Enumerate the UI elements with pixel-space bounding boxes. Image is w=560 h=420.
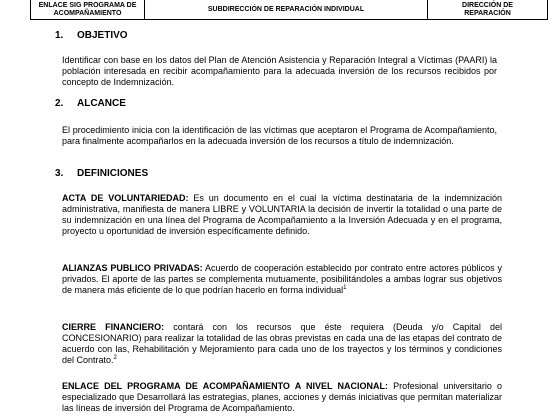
definition-text: Acuerdo de cooperación establecido por contrato entre actores públicos y privados. El aporte de las partes se complementa mutuamente, posibilitándoles a ambas lograr sus objetivos de manera más eficiente de lo que podrían hacerlo en forma individual [62, 263, 502, 295]
section-title: DEFINICIONES [77, 168, 149, 179]
definition-term: ALIANZAS PUBLICO PRIVADAS: [62, 263, 203, 273]
section-number: 2. [55, 98, 64, 109]
definition-text: Profesional universitario o especializado que Desarrollará las estrategias, planes, acciones y demás iniciativas que permitan materializar las líneas de inversión del Programa de Acompañamiento. [62, 381, 502, 413]
definition-enlace-programa [62, 381, 502, 414]
definition-term: CIERRE FINANCIERO: [62, 322, 165, 332]
header-cell-direction-line1: DIRECCIÓN DE [462, 1, 513, 9]
definition-text: Es un documento en el cual la víctima destinataria de la indemnización administrativa, manifiesta de manera LIBRE y VOLUNTARIA la decisión de invertir la totalidad o una parte de su indemnización en una línea del Programa de Acompañamiento a la Inversión Adecuada y en el programa, proyecto u oportunidad de inversión específicamente definido. [62, 193, 502, 236]
section-text-alcance: El procedimiento inicia con la identificación de las víctimas que aceptaron el Programa de Acompañamiento, para finalmente acompañarlos en la adecuada inversión de los recursos a título de indemnización. [62, 125, 497, 146]
section-number: 3. [55, 168, 64, 179]
header-cell-program-link-line2: ACOMPAÑAMIENTO [53, 9, 122, 17]
definition-alianzas-publico-privadas [62, 263, 502, 296]
section-title: OBJETIVO [77, 30, 128, 41]
section-title: ALCANCE [77, 98, 126, 109]
section-number: 1. [55, 30, 64, 41]
header-cell-subdirection: SUBDIRECCIÓN DE REPARACIÓN INDIVIDUAL [145, 0, 428, 20]
footnote-marker: 2 [113, 355, 117, 361]
footnote-marker: 1 [343, 285, 347, 291]
header-cell-direction-line2: REPARACIÓN [464, 9, 511, 17]
definition-acta-voluntariedad [62, 193, 502, 237]
section-heading-alcance [55, 98, 126, 109]
header-cell-program-link-line1: ENLACE SIG PROGRAMA DE [38, 1, 137, 9]
definition-cierre-financiero [62, 322, 502, 366]
definition-term: ACTA DE VOLUNTARIEDAD: [62, 193, 189, 203]
definition-text: contará con los recursos que éste requiera (Deuda y/o Capital del CONCESIONARIO) para realizar la totalidad de las obras previstas en cada una de las etapas del contrato de acuerdo con las, Rehabilitación y Mejoramiento para cada uno de los trayectos y los términos y condiciones del Contrato. [62, 322, 502, 365]
section-heading-definiciones [55, 168, 148, 179]
section-text-objetivo: Identificar con base en los datos del Plan de Atención Asistencia y Reparación Integral a Víctimas (PAARI) la población interesada en recibir acompañamiento para la adecuada inversión de los recursos recibidos por concepto de Indemnización. [62, 55, 497, 87]
section-heading-objetivo [55, 30, 128, 41]
definition-term: ENLACE DEL PROGRAMA DE ACOMPAÑAMIENTO A NIVEL NACIONAL: [62, 381, 389, 391]
